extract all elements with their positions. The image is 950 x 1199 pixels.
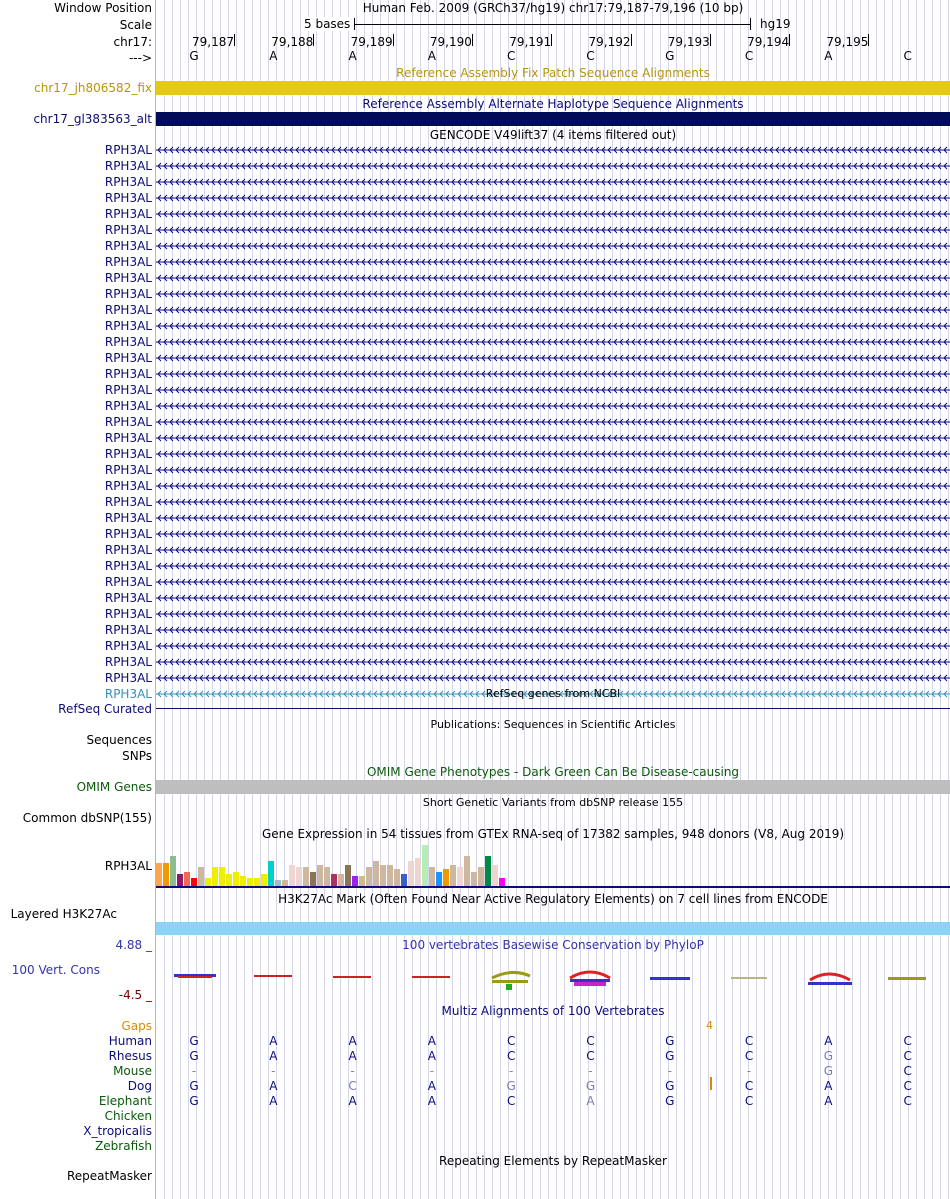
gtex-tissue-bar[interactable] xyxy=(380,865,386,887)
scale-bar xyxy=(354,24,750,25)
ruler-tick xyxy=(313,34,314,46)
ruler-tick xyxy=(631,34,632,46)
phylop-glyph-9 xyxy=(808,974,852,985)
fix-patch-alignment-bar[interactable] xyxy=(156,81,950,95)
dbsnp-title: Short Genetic Variants from dbSNP release 155 xyxy=(422,796,684,809)
gtex-tissue-bar[interactable] xyxy=(422,845,428,887)
gencode-gene-feature[interactable] xyxy=(156,384,950,396)
multiz-base: A xyxy=(348,1049,357,1063)
gtex-tissue-bar[interactable] xyxy=(478,867,484,887)
gencode-gene-feature[interactable] xyxy=(156,400,950,412)
gtex-tissue-bar[interactable] xyxy=(408,861,414,887)
multiz-base: C xyxy=(903,1064,912,1078)
ruler-tick xyxy=(868,34,869,46)
gencode-gene-label[interactable]: RPH3AL xyxy=(104,527,152,541)
gencode-gene-feature[interactable] xyxy=(156,352,950,364)
gtex-tissue-bar[interactable] xyxy=(366,867,372,887)
ruler-position-label: 79,195 xyxy=(826,35,869,49)
multiz-base: A xyxy=(269,1034,278,1048)
multiz-gap-count: 4 xyxy=(706,1019,713,1032)
reference-base[interactable]: C xyxy=(744,49,754,63)
multiz-base: A xyxy=(824,1094,833,1108)
multiz-species-label[interactable]: Mouse xyxy=(113,1064,152,1078)
phylop-title: 100 vertebrates Basewise Conservation by PhyloP xyxy=(402,938,704,952)
multiz-base: G xyxy=(665,1034,675,1048)
multiz-base: C xyxy=(586,1049,595,1063)
alt-haplotype-title: Reference Assembly Alternate Haplotype Sequence Alignments xyxy=(362,97,744,111)
gtex-tissue-bar[interactable] xyxy=(464,856,470,887)
omim-phenotype-bar[interactable] xyxy=(156,780,950,794)
multiz-base: C xyxy=(903,1049,912,1063)
gencode-gene-label[interactable]: RPH3AL xyxy=(104,607,152,621)
gtex-tissue-bar[interactable] xyxy=(310,872,316,887)
ruler-tick xyxy=(789,34,790,46)
multiz-base: G xyxy=(189,1034,199,1048)
multiz-base: C xyxy=(506,1094,516,1108)
multiz-base: G xyxy=(823,1064,834,1078)
multiz-title: Multiz Alignments of 100 Vertebrates xyxy=(441,1004,665,1018)
gencode-gene-label[interactable]: RPH3AL xyxy=(104,303,152,317)
scale-text: 5 bases xyxy=(304,17,351,31)
gencode-gene-label[interactable]: RPH3AL xyxy=(104,191,152,205)
multiz-base: - xyxy=(588,1064,593,1078)
multiz-species-label[interactable]: Elephant xyxy=(98,1094,152,1108)
gencode-gene-label[interactable]: RPH3AL xyxy=(104,655,152,669)
multiz-base: A xyxy=(348,1034,357,1048)
multiz-species-label[interactable]: X_tropicalis xyxy=(83,1124,152,1138)
omim-title: OMIM Gene Phenotypes - Dark Green Can Be Disease-causing xyxy=(366,765,740,779)
dbsnp-label[interactable]: Common dbSNP(155) xyxy=(22,811,152,825)
gtex-tissue-bar[interactable] xyxy=(303,867,309,887)
gencode-gene-label[interactable]: RPH3AL xyxy=(104,335,152,349)
gtex-tissue-bar[interactable] xyxy=(436,872,442,887)
gencode-gene-feature[interactable] xyxy=(156,288,950,300)
multiz-base: C xyxy=(903,1094,912,1108)
gtex-tissue-bar[interactable] xyxy=(233,872,239,887)
multiz-species-label[interactable]: Chicken xyxy=(104,1109,152,1123)
gencode-gene-feature[interactable] xyxy=(156,672,950,684)
gtex-tissue-bar[interactable] xyxy=(373,861,379,887)
repeatmasker-label[interactable]: RepeatMasker xyxy=(66,1169,152,1183)
gencode-gene-label[interactable]: RPH3AL xyxy=(104,431,152,445)
phylop-track-label[interactable]: 100 Vert. Cons xyxy=(11,963,100,977)
gtex-tissue-bar[interactable] xyxy=(296,867,302,887)
reference-base[interactable]: A xyxy=(348,49,357,63)
multiz-base: A xyxy=(269,1079,278,1093)
multiz-gap-marker xyxy=(710,1077,712,1090)
ruler-position-label: 79,188 xyxy=(271,35,314,49)
multiz-base: C xyxy=(348,1079,357,1093)
gencode-gene-feature[interactable] xyxy=(156,208,950,220)
gencode-gene-feature[interactable] xyxy=(156,464,950,476)
gencode-gene-feature[interactable] xyxy=(156,160,950,172)
gtex-tissue-bar[interactable] xyxy=(170,856,176,887)
gencode-gene-label[interactable]: RPH3AL xyxy=(104,575,152,589)
gencode-gene-feature[interactable] xyxy=(156,256,950,268)
omim-label[interactable]: OMIM Genes xyxy=(76,780,152,794)
phylop-glyph-5 xyxy=(492,972,530,990)
phylop-max-label: 4.88 _ xyxy=(115,938,152,952)
multiz-base: C xyxy=(586,1034,595,1048)
phylop-glyph-6 xyxy=(570,972,610,986)
gencode-gene-label[interactable]: RPH3AL xyxy=(104,479,152,493)
gtex-gene-label[interactable]: RPH3AL xyxy=(104,859,152,873)
gencode-gene-label[interactable]: RPH3AL xyxy=(104,687,152,701)
multiz-base: C xyxy=(903,1079,912,1093)
gencode-gene-label[interactable]: RPH3AL xyxy=(104,383,152,397)
gencode-gene-feature[interactable] xyxy=(156,416,950,428)
gencode-gene-feature[interactable] xyxy=(156,512,950,524)
phylop-glyph-10 xyxy=(888,977,926,980)
gtex-tissue-bar[interactable] xyxy=(289,865,295,887)
multiz-base: A xyxy=(824,1034,833,1048)
multiz-base: G xyxy=(665,1079,675,1093)
gtex-tissue-bar[interactable] xyxy=(443,869,449,887)
ruler-position-label: 79,193 xyxy=(667,35,710,49)
gencode-gene-label[interactable]: RPH3AL xyxy=(104,399,152,413)
multiz-gaps-label[interactable]: Gaps xyxy=(121,1019,152,1033)
fix-patch-label[interactable]: chr17_jh806582_fix xyxy=(34,81,152,95)
gencode-gene-feature[interactable] xyxy=(156,544,950,556)
gencode-gene-label[interactable]: RPH3AL xyxy=(104,367,152,381)
gencode-gene-label[interactable]: RPH3AL xyxy=(104,143,152,157)
refseq-gene-line[interactable] xyxy=(156,708,950,709)
track-label-column xyxy=(0,0,155,1199)
gencode-gene-feature[interactable] xyxy=(156,368,950,380)
gencode-gene-feature[interactable] xyxy=(156,304,950,316)
gencode-gene-feature[interactable] xyxy=(156,448,950,460)
gtex-tissue-bar[interactable] xyxy=(457,867,463,887)
gencode-gene-label[interactable]: RPH3AL xyxy=(104,271,152,285)
multiz-base: C xyxy=(744,1049,754,1063)
gencode-gene-feature[interactable] xyxy=(156,624,950,636)
gtex-baseline xyxy=(156,886,950,888)
reference-base[interactable]: G xyxy=(665,49,675,63)
phylop-glyph-7 xyxy=(650,977,690,980)
reference-base[interactable]: C xyxy=(506,49,516,63)
reference-base[interactable]: A xyxy=(824,49,833,63)
reference-base[interactable]: A xyxy=(269,49,278,63)
multiz-base: - xyxy=(667,1064,672,1078)
gencode-gene-feature[interactable] xyxy=(156,144,950,156)
gtex-tissue-bar[interactable] xyxy=(156,863,162,887)
gencode-gene-label[interactable]: RPH3AL xyxy=(104,319,152,333)
gencode-gene-label[interactable]: RPH3AL xyxy=(104,239,152,253)
multiz-base: G xyxy=(189,1079,199,1093)
multiz-species-label[interactable]: Zebrafish xyxy=(95,1139,152,1153)
gencode-gene-label[interactable]: RPH3AL xyxy=(104,255,152,269)
gencode-gene-label[interactable]: RPH3AL xyxy=(104,543,152,557)
multiz-base: G xyxy=(189,1049,199,1063)
gtex-tissue-bar[interactable] xyxy=(387,865,393,887)
multiz-base: A xyxy=(269,1049,278,1063)
gencode-gene-feature[interactable] xyxy=(156,192,950,204)
phylop-glyph-4 xyxy=(412,976,450,978)
gencode-gene-feature[interactable] xyxy=(156,176,950,188)
gencode-gene-feature[interactable] xyxy=(156,432,950,444)
phylop-glyph-8 xyxy=(731,977,767,979)
gencode-gene-label[interactable]: RPH3AL xyxy=(104,495,152,509)
multiz-base: G xyxy=(665,1094,675,1108)
gtex-tissue-bar[interactable] xyxy=(492,865,498,887)
ruler-position-label: 79,187 xyxy=(192,35,234,49)
multiz-base: C xyxy=(903,1034,912,1048)
ruler-tick xyxy=(551,34,552,46)
assembly-label: hg19 xyxy=(760,17,791,31)
multiz-base: G xyxy=(823,1049,834,1063)
phylop-glyph-2 xyxy=(254,975,292,977)
reference-base[interactable]: A xyxy=(427,49,436,63)
gtex-title: Gene Expression in 54 tissues from GTEx RNA-seq of 17382 samples, 948 donors (V8, Aug 2019) xyxy=(261,827,845,841)
refseq-title: RefSeq genes from NCBI xyxy=(485,687,621,700)
alt-haplotype-alignment-bar[interactable] xyxy=(156,112,950,126)
phylop-conservation-plot[interactable] xyxy=(156,962,950,994)
gencode-gene-label[interactable]: RPH3AL xyxy=(104,591,152,605)
gtex-tissue-bar[interactable] xyxy=(324,867,330,887)
ruler-position-label: 79,190 xyxy=(429,35,472,49)
gencode-gene-feature[interactable] xyxy=(156,272,950,284)
scale-bar-right-tick xyxy=(750,18,751,30)
phylop-glyph-1 xyxy=(174,974,216,978)
multiz-base: C xyxy=(744,1079,754,1093)
ruler-position-label: 79,189 xyxy=(350,35,393,49)
gencode-gene-label[interactable]: RPH3AL xyxy=(104,351,152,365)
gencode-gene-feature[interactable] xyxy=(156,528,950,540)
multiz-base: A xyxy=(824,1079,833,1093)
gencode-title: GENCODE V49lift37 (4 items filtered out) xyxy=(429,128,677,142)
phylop-min-label: -4.5 _ xyxy=(118,988,152,1002)
multiz-base: A xyxy=(427,1049,436,1063)
gtex-tissue-bar[interactable] xyxy=(198,867,204,887)
multiz-base: - xyxy=(271,1064,276,1078)
gencode-gene-label[interactable]: RPH3AL xyxy=(104,511,152,525)
gtex-tissue-bar[interactable] xyxy=(450,865,456,887)
multiz-base: C xyxy=(506,1049,516,1063)
h3k27ac-title: H3K27Ac Mark (Often Found Near Active Regulatory Elements) on 7 cell lines from ENCODE xyxy=(278,892,828,906)
multiz-base: A xyxy=(427,1094,436,1108)
gencode-gene-label[interactable]: RPH3AL xyxy=(104,207,152,221)
gencode-gene-label[interactable]: RPH3AL xyxy=(104,623,152,637)
phylop-glyph-3 xyxy=(333,976,371,978)
gencode-gene-label[interactable]: RPH3AL xyxy=(104,223,152,237)
multiz-base: A xyxy=(269,1094,278,1108)
track-data-area[interactable] xyxy=(156,0,950,1199)
multiz-base: A xyxy=(586,1094,595,1108)
scale-bar-left-tick xyxy=(354,18,355,30)
alt-haplotype-label[interactable]: chr17_gl383563_alt xyxy=(33,112,152,126)
multiz-species-label[interactable]: Human xyxy=(108,1034,152,1048)
gtex-tissue-bar[interactable] xyxy=(429,867,435,887)
ruler-position-label: 79,192 xyxy=(588,35,631,49)
gtex-tissue-bar[interactable] xyxy=(212,867,218,887)
gencode-gene-feature[interactable] xyxy=(156,560,950,572)
multiz-base: - xyxy=(191,1064,197,1078)
gencode-gene-label[interactable]: RPH3AL xyxy=(104,639,152,653)
gencode-gene-feature[interactable] xyxy=(156,480,950,492)
gencode-gene-label[interactable]: RPH3AL xyxy=(104,463,152,477)
gencode-gene-label[interactable]: RPH3AL xyxy=(104,447,152,461)
gtex-tissue-bar[interactable] xyxy=(415,858,421,887)
scale-label[interactable]: Scale xyxy=(119,18,152,32)
gtex-tissue-bar[interactable] xyxy=(317,865,323,887)
ruler-tick xyxy=(710,34,711,46)
gtex-tissue-bar[interactable] xyxy=(184,872,190,887)
ruler-position-label: 79,194 xyxy=(747,35,790,49)
multiz-base: G xyxy=(665,1049,675,1063)
gencode-gene-label[interactable]: RPH3AL xyxy=(104,159,152,173)
gtex-tissue-bar[interactable] xyxy=(219,867,225,887)
gtex-tissue-bar[interactable] xyxy=(345,865,351,887)
gtex-tissue-bar[interactable] xyxy=(485,856,491,887)
repeatmasker-title: Repeating Elements by RepeatMasker xyxy=(439,1154,667,1168)
publications-title: Publications: Sequences in Scientific Articles xyxy=(430,718,676,731)
multiz-base: C xyxy=(744,1034,754,1048)
gencode-gene-feature[interactable] xyxy=(156,336,950,348)
fix-patch-title: Reference Assembly Fix Patch Sequence Alignments xyxy=(396,66,710,80)
multiz-base: A xyxy=(427,1034,436,1048)
window-position-label[interactable]: Window Position xyxy=(54,1,152,15)
reference-base[interactable]: C xyxy=(586,49,595,63)
gtex-tissue-bar[interactable] xyxy=(268,861,274,887)
multiz-base: G xyxy=(585,1079,596,1093)
gencode-gene-label[interactable]: RPH3AL xyxy=(104,287,152,301)
multiz-species-label[interactable]: Dog xyxy=(127,1079,152,1093)
multiz-base: - xyxy=(429,1064,435,1078)
multiz-base: G xyxy=(506,1079,516,1093)
ruler-tick xyxy=(393,34,394,46)
gencode-gene-feature[interactable] xyxy=(156,592,950,604)
reference-base[interactable]: C xyxy=(903,49,912,63)
strand-arrow-label[interactable]: ---> xyxy=(128,51,152,65)
publications-sequences-label[interactable]: Sequences xyxy=(86,733,152,747)
multiz-base: G xyxy=(189,1094,199,1108)
gencode-gene-feature[interactable] xyxy=(156,224,950,236)
chromosome-label[interactable]: chr17: xyxy=(113,35,152,49)
reference-base[interactable]: G xyxy=(189,49,199,63)
gtex-tissue-bar[interactable] xyxy=(163,863,169,887)
refseq-label[interactable]: RefSeq Curated xyxy=(58,702,152,716)
multiz-base: - xyxy=(509,1064,514,1078)
gencode-gene-feature[interactable] xyxy=(156,240,950,252)
gencode-gene-feature[interactable] xyxy=(156,608,950,620)
gtex-tissue-bar[interactable] xyxy=(394,869,400,887)
ruler-title: Human Feb. 2009 (GRCh37/hg19) chr17:79,187-79,196 (10 bp) xyxy=(362,1,744,15)
gencode-gene-label[interactable]: RPH3AL xyxy=(104,559,152,573)
h3k27ac-label[interactable]: Layered H3K27Ac xyxy=(10,907,117,921)
gencode-gene-feature[interactable] xyxy=(156,320,950,332)
publications-snps-label[interactable]: SNPs xyxy=(122,749,152,763)
gencode-gene-feature[interactable] xyxy=(156,576,950,588)
gtex-tissue-bar[interactable] xyxy=(471,872,477,887)
multiz-base: C xyxy=(506,1034,516,1048)
ruler-position-label: 79,191 xyxy=(509,35,552,49)
gencode-gene-label[interactable]: RPH3AL xyxy=(104,671,152,685)
h3k27ac-signal-bar[interactable] xyxy=(156,922,950,935)
gtex-expression-chart[interactable] xyxy=(156,842,536,887)
multiz-base: - xyxy=(350,1064,355,1078)
gencode-gene-feature[interactable] xyxy=(156,656,950,668)
multiz-base: A xyxy=(348,1094,357,1108)
multiz-base: A xyxy=(427,1079,436,1093)
ruler-tick xyxy=(472,34,473,46)
multiz-base: - xyxy=(746,1064,752,1078)
gencode-gene-feature[interactable] xyxy=(156,496,950,508)
gencode-gene-label[interactable]: RPH3AL xyxy=(104,415,152,429)
gencode-gene-feature[interactable] xyxy=(156,640,950,652)
multiz-base: C xyxy=(744,1094,754,1108)
multiz-species-label[interactable]: Rhesus xyxy=(108,1049,152,1063)
ruler-tick xyxy=(234,34,235,46)
gencode-gene-label[interactable]: RPH3AL xyxy=(104,175,152,189)
